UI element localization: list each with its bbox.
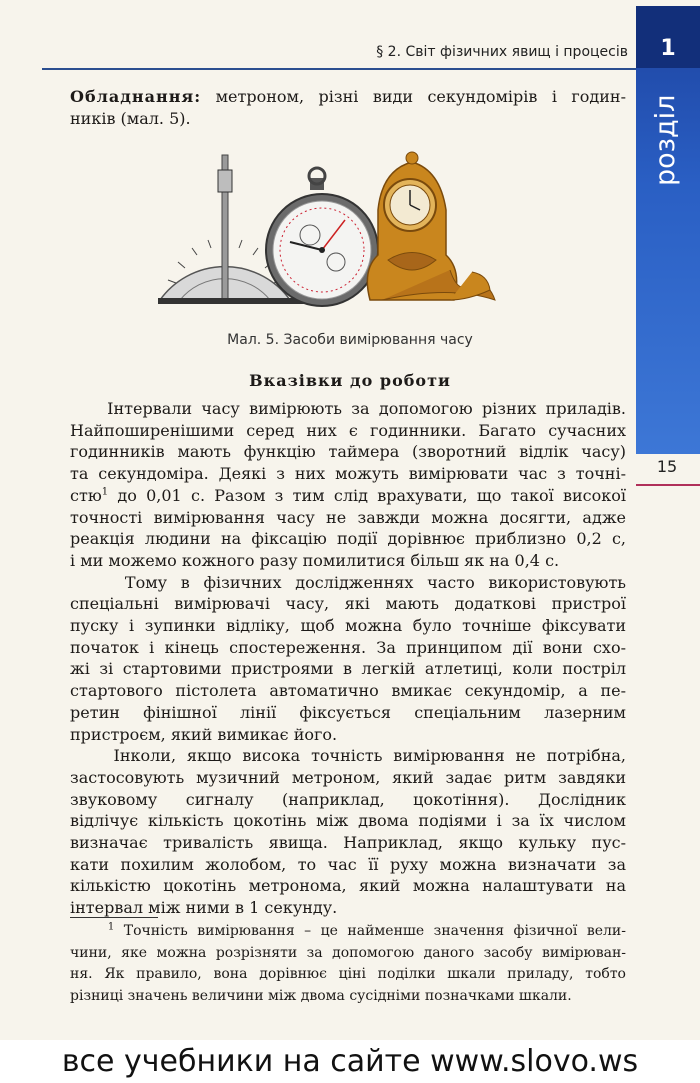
- equipment-line-2: ників (мал. 5).: [70, 109, 191, 128]
- header-rule: [42, 68, 636, 70]
- body-line: пристроєм, який вимикає його.: [70, 724, 338, 744]
- body-line: стартового пістолета автоматично вмикає секундомір, а пе-: [70, 681, 626, 701]
- body-line: Інтервали часу вимірюють за допомогою різних приладів.: [107, 399, 627, 418]
- body-line: кати похилим жолобом, то час її руху можна визначати за: [70, 854, 626, 874]
- footnote-rule: [70, 917, 158, 918]
- body-line: кількістю цокотінь метронома, який можна налаштувати на: [70, 876, 626, 896]
- stopwatch-icon: [266, 168, 378, 306]
- page-number-rule: [636, 484, 700, 486]
- equipment-label: Обладнання:: [70, 87, 202, 106]
- body-line: відлічує кількість цокотінь між двома подіями і за їх числом: [70, 811, 626, 831]
- timing-instruments-figure: [150, 150, 510, 320]
- equipment-line-1: метроном, різні види секундомірів і годин-: [201, 87, 626, 106]
- body-line: стю$^1$ до 0,01 с. Разом з тим слід врахувати, що такої високої: [70, 485, 626, 505]
- body-line: застосовують музичний метроном, який задає ритм завдяки: [70, 767, 626, 787]
- figure-caption: Мал. 5. Засоби вимірювання часу: [227, 332, 473, 348]
- body-line: інтервал між ними в 1 секунду.: [70, 898, 338, 918]
- body-line: ретин фінішної лінії фіксується спеціальним лазерним: [70, 702, 626, 722]
- footnote-line: різниці значень величини між двома сусідніми позначками шкали.: [70, 987, 572, 1004]
- body-line: Тому в фізичних дослідженнях часто використовують: [124, 572, 627, 592]
- equipment-paragraph: [70, 86, 626, 130]
- chapter-number: 1: [660, 36, 676, 61]
- section-title: Вказівки до роботи: [249, 371, 451, 390]
- body-line: жі зі стартовими пристроями в легкій атлетиці, коли постріл: [70, 659, 626, 679]
- body-line: пуску і зупинки відліку, щоб можна було точніше фіксувати: [70, 616, 626, 636]
- footnote-number: 1: [107, 921, 115, 933]
- body-line: точності вимірювання часу не завжди можна досягти, адже: [70, 507, 626, 527]
- body-line: звуковому сигналу (наприклад, цокотіння). Дослідник: [70, 789, 626, 809]
- body-line: та секундоміра. Деякі з них можуть вимірювати час з точні-: [70, 464, 626, 484]
- site-banner: все учебники на сайте www.slovo.ws: [0, 1040, 700, 1083]
- body-line: реакція людини на фіксацію події дорівнює приблизно 0,2 с,: [70, 529, 626, 549]
- body-line: і ми можемо кожного разу помилитися більш як на 0,4 с.: [70, 550, 560, 570]
- chapter-label: розділ: [650, 94, 681, 186]
- body-line: Найпоширенішими серед них є годинники. Багато сучасних: [70, 420, 626, 440]
- body-line: спеціальні вимірювачі часу, які мають додаткові пристрої: [70, 594, 626, 614]
- footnote: [70, 921, 626, 1007]
- page-number: 15: [656, 457, 678, 476]
- footnote-line: чини, яке можна розрізняти за допомогою даного засобу вимірюван-: [70, 944, 626, 961]
- instructions-body: [70, 398, 626, 919]
- body-line: годинників мають функцію таймера (зворотний відлік часу): [70, 442, 626, 462]
- body-line: визначає тривалість явища. Наприклад, якщо кульку пус-: [70, 833, 626, 853]
- running-header: § 2. Світ фізичних явищ і процесів: [376, 44, 628, 60]
- footnote-line: $^1$ Точність вимірювання – це найменше значення фізичної вели-: [107, 921, 626, 939]
- mantel-clock-icon: [367, 152, 495, 300]
- body-line: Інколи, якщо висока точність вимірювання не потрібна,: [113, 746, 626, 766]
- footnote-line: ня. Як правило, вона дорівнює ціні поділки шкали приладу, тобто: [70, 966, 626, 982]
- body-line: початок і кінець спостереження. За принципом дії вони схо-: [70, 637, 626, 657]
- footnote-marker: 1: [101, 486, 109, 498]
